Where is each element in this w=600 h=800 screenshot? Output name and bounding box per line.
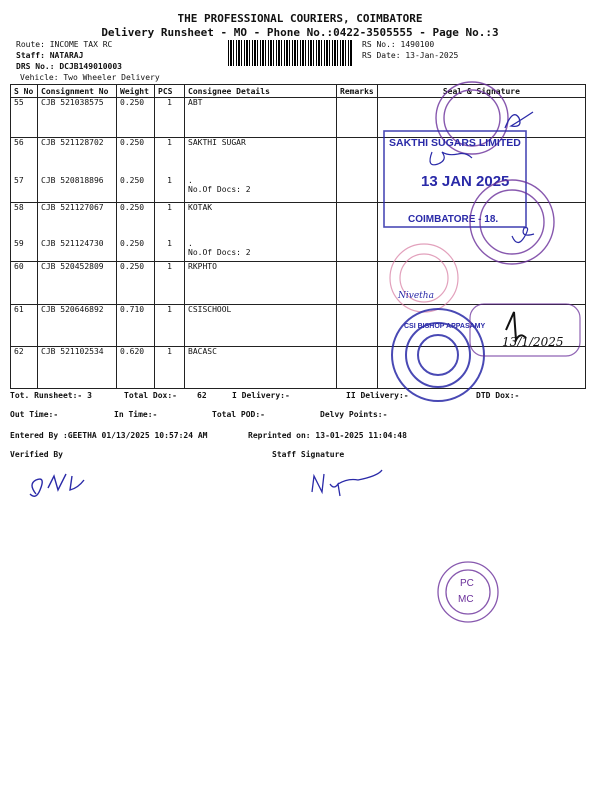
- rs-no-label: RS No.: 1490100: [362, 40, 435, 49]
- row-weight: 0.250: [117, 239, 155, 262]
- row-pcs: 1: [155, 347, 185, 389]
- row-seal: [377, 262, 585, 305]
- table-row: [11, 305, 586, 347]
- col-header-weight: Weight: [117, 85, 155, 98]
- row-remarks: [337, 176, 378, 203]
- row-sno: 60: [11, 262, 38, 305]
- pc-mc-stamp-bottom: MC: [458, 594, 474, 605]
- row-consignee-name: .: [188, 175, 193, 185]
- verified-by: Verified By: [10, 450, 63, 459]
- row-pcs: 1: [155, 305, 185, 347]
- row-pcs: 1: [155, 98, 185, 138]
- row-weight: 0.250: [117, 203, 155, 239]
- in-time: In Time:-: [114, 410, 158, 419]
- row-consignment: CJB 521038575: [38, 98, 117, 138]
- staff-signature: [312, 470, 382, 496]
- sakthi-stamp-name: SAKTHI SUGARS LIMITED: [389, 137, 521, 149]
- table-row: [11, 262, 586, 305]
- row-seal: [377, 239, 585, 262]
- runsheet-title: Delivery Runsheet - MO - Phone No.:0422-3505555 - Page No.:3: [101, 26, 499, 39]
- row-weight: 0.710: [117, 305, 155, 347]
- row-consignee: SAKTHI SUGAR: [185, 138, 337, 176]
- barcode: [228, 40, 352, 66]
- row-seal: [377, 176, 585, 203]
- row-sno: 58: [11, 203, 38, 239]
- entered-by: Entered By :GEETHA 01/13/2025 10:57:24 AM: [10, 431, 208, 440]
- total-pod: Total POD:-: [212, 410, 265, 419]
- col-header-consignee: Consignee Details: [185, 85, 337, 98]
- sakthi-stamp-date: 13 JAN 2025: [421, 173, 510, 190]
- total-dox-value: 62: [197, 391, 207, 400]
- row-sno: 56: [11, 138, 38, 176]
- second-delivery: II Delivery:-: [346, 391, 409, 400]
- col-header-remarks: Remarks: [337, 85, 378, 98]
- row-consignment: CJB 521127067: [38, 203, 117, 239]
- out-time: Out Time:-: [10, 410, 59, 419]
- sakthi-stamp-city: COIMBATORE - 18.: [408, 214, 499, 225]
- row-consignee-name: .: [188, 238, 193, 248]
- table-header-row: [11, 85, 586, 98]
- table-row: [11, 239, 586, 262]
- vehicle-label: Vehicle: Two Wheeler Delivery: [20, 73, 160, 82]
- row-consignment: CJB 521124730: [38, 239, 117, 262]
- staff-label: Staff: NATARAJ: [16, 51, 84, 60]
- row-pcs: 1: [155, 203, 185, 239]
- row-remarks: [337, 305, 378, 347]
- row-remarks: [337, 203, 378, 239]
- delvy-points: Delvy Points:-: [320, 410, 388, 419]
- row-pcs: 1: [155, 138, 185, 176]
- reprinted-on: Reprinted on: 13-01-2025 11:04:48: [248, 431, 407, 440]
- table-row: [11, 98, 586, 138]
- row-seal: [377, 138, 585, 176]
- row-consignment: CJB 520646892: [38, 305, 117, 347]
- row-sno: 57: [11, 176, 38, 203]
- row-weight: 0.250: [117, 176, 155, 203]
- row-weight: 0.620: [117, 347, 155, 389]
- verified-signature: [30, 474, 84, 496]
- row-remarks: [337, 138, 378, 176]
- drs-label: DRS No.: DCJB14901000З: [16, 62, 122, 71]
- pc-mc-stamp-top: PC: [460, 578, 474, 589]
- row-remarks: [337, 98, 378, 138]
- row-weight: 0.250: [117, 98, 155, 138]
- col-header-sno: S No: [11, 85, 38, 98]
- csi-stamp-date: 13/1/2025: [502, 335, 564, 349]
- col-header-seal: Seal & Signature: [377, 85, 585, 98]
- row-seal: [377, 203, 585, 239]
- row-consignee: BACASC: [185, 347, 337, 389]
- first-delivery: I Delivery:-: [232, 391, 290, 400]
- csi-stamp-name: CSI BISHOP APPASAMY: [404, 323, 486, 330]
- row-consignee: [185, 176, 337, 203]
- rs-date-label: RS Date: 13-Jan-2025: [362, 51, 459, 60]
- row-weight: 0.250: [117, 262, 155, 305]
- table-row: [11, 138, 586, 176]
- table-row: [11, 347, 586, 389]
- row-doc-count: No.Of Docs: 2: [188, 247, 251, 257]
- tot-runsheet: Tot. Runsheet:- 3: [10, 391, 92, 400]
- row-pcs: 1: [155, 239, 185, 262]
- row-remarks: [337, 262, 378, 305]
- row-consignee: CSISCHOOL: [185, 305, 337, 347]
- row-seal: [377, 305, 585, 347]
- dtd-dox: DTD Dox:-: [476, 391, 520, 400]
- row-pcs: 1: [155, 176, 185, 203]
- row-consignment: CJB 520818896: [38, 176, 117, 203]
- row-consignee: [185, 239, 337, 262]
- runsheet-table: [10, 84, 586, 389]
- signature-nivetha: Nivetha: [398, 291, 434, 301]
- route-label: Route: INCOME TAX RC: [16, 40, 113, 49]
- col-header-pcs: PCS: [155, 85, 185, 98]
- row-consignee: RKPHTO: [185, 262, 337, 305]
- row-weight: 0.250: [117, 138, 155, 176]
- col-header-consignment: Consignment No: [38, 85, 117, 98]
- company-title: THE PROFESSIONAL COURIERS, COIMBATORE: [177, 12, 423, 25]
- staff-signature-label: Staff Signature: [272, 450, 345, 459]
- row-consignment: CJB 520452809: [38, 262, 117, 305]
- table-row: [11, 176, 586, 203]
- row-consignee: ABT: [185, 98, 337, 138]
- table-row: [11, 203, 586, 239]
- total-dox-label: Total Dox:-: [124, 391, 177, 400]
- row-pcs: 1: [155, 262, 185, 305]
- pc-mc-stamp: [438, 562, 498, 622]
- row-sno: 55: [11, 98, 38, 138]
- row-consignment: CJB 521102534: [38, 347, 117, 389]
- row-sno: 61: [11, 305, 38, 347]
- row-sno: 62: [11, 347, 38, 389]
- row-sno: 59: [11, 239, 38, 262]
- row-remarks: [337, 347, 378, 389]
- row-seal: [377, 347, 585, 389]
- row-doc-count: No.Of Docs: 2: [188, 184, 251, 194]
- row-consignee: KOTAK: [185, 203, 337, 239]
- row-seal: [377, 98, 585, 138]
- row-consignment: CJB 521128702: [38, 138, 117, 176]
- row-remarks: [337, 239, 378, 262]
